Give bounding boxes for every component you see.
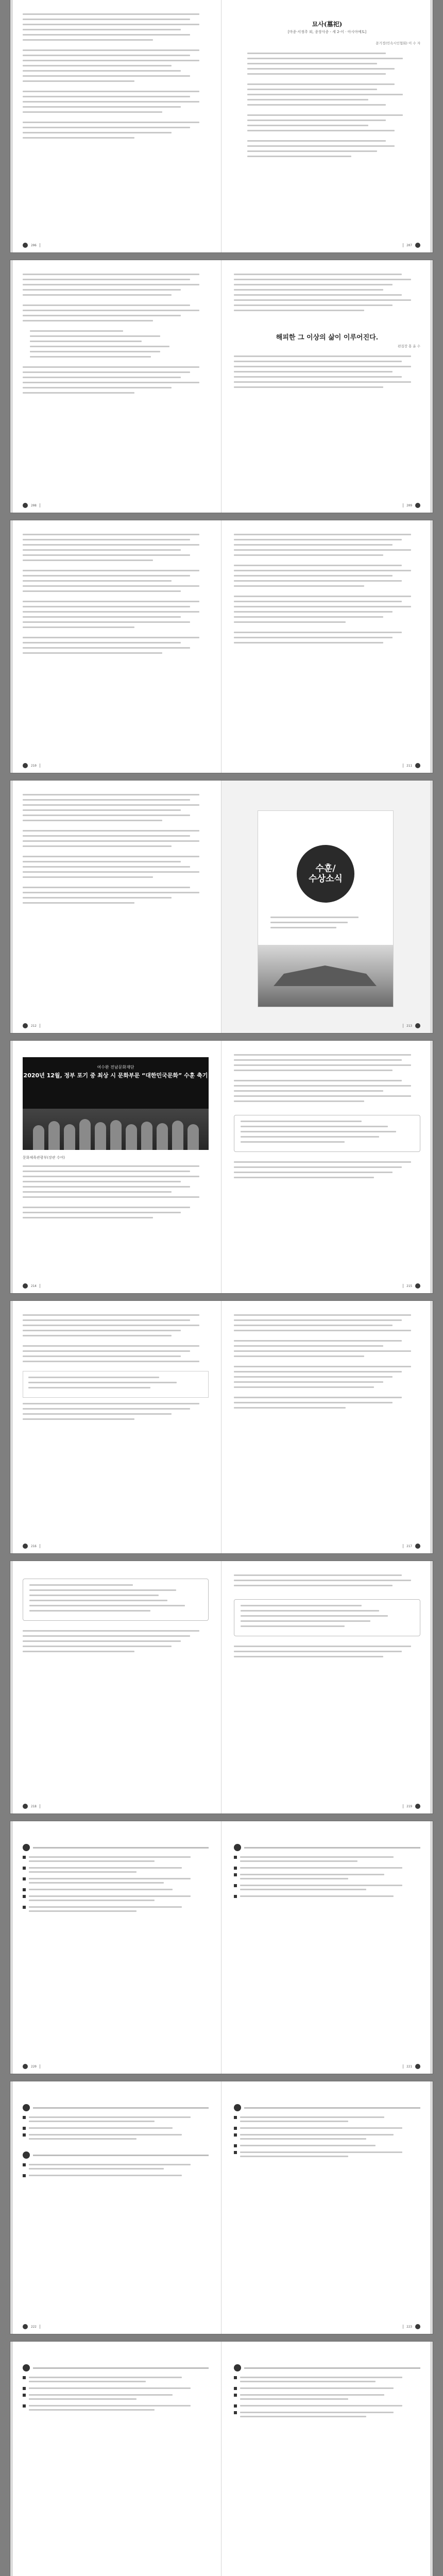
page-223 bbox=[222, 2081, 433, 2334]
page-number: 218 bbox=[23, 1804, 40, 1809]
gutter-bar bbox=[10, 781, 13, 1033]
page-208 bbox=[10, 260, 222, 513]
section-header bbox=[234, 1844, 420, 1851]
building-photo bbox=[258, 945, 393, 1007]
poem-subtitle: [마종·서정주 외, 종장사종 - 세 2-이 · 아시아예토] bbox=[287, 30, 367, 34]
org-logo-icon bbox=[23, 2064, 28, 2069]
bullet-icon bbox=[234, 1873, 237, 1876]
gutter-bar bbox=[430, 520, 433, 773]
org-logo-icon bbox=[23, 1023, 28, 1028]
bullet-icon bbox=[234, 2394, 237, 2397]
poem-author: 문기정(민속시인협회) 이 수 자 bbox=[376, 41, 420, 45]
gutter-bar bbox=[10, 1301, 13, 1553]
spread-7 bbox=[10, 1561, 433, 1814]
gutter-bar bbox=[430, 260, 433, 513]
bullet-icon bbox=[234, 2376, 237, 2379]
page-number: 222 bbox=[23, 2324, 40, 2329]
page-217 bbox=[222, 1301, 433, 1553]
page-number: 215 bbox=[403, 1283, 420, 1289]
org-logo-icon bbox=[23, 243, 28, 248]
bullet-icon bbox=[234, 2127, 237, 2130]
bullet-icon bbox=[234, 1884, 237, 1887]
page-number: 210 bbox=[23, 763, 40, 768]
section-bullet-icon bbox=[23, 2364, 30, 2371]
people-silhouettes bbox=[23, 1109, 209, 1150]
gutter-bar bbox=[430, 781, 433, 1033]
page-number: 211 bbox=[403, 763, 420, 768]
page-212 bbox=[10, 781, 222, 1033]
page-221 bbox=[222, 1821, 433, 2074]
bullet-icon bbox=[23, 1877, 26, 1880]
news-kicker: 여수완 전남문화재단 bbox=[97, 1065, 134, 1070]
page-219 bbox=[222, 1561, 433, 1814]
page-number: 212 bbox=[23, 1023, 40, 1028]
bullet-icon bbox=[234, 1895, 237, 1898]
page-number: 207 bbox=[403, 243, 420, 248]
gutter-bar bbox=[10, 2081, 13, 2334]
org-logo-icon bbox=[23, 1283, 28, 1289]
essay-title: 해피한 그 이상의 삶이 이루어진다. bbox=[276, 334, 379, 342]
bullet-icon bbox=[23, 2376, 26, 2379]
org-logo-icon bbox=[23, 763, 28, 768]
spread-8 bbox=[10, 1821, 433, 2074]
page-number: 208 bbox=[23, 503, 40, 508]
spread-9 bbox=[10, 2081, 433, 2334]
bullet-icon bbox=[234, 2151, 237, 2154]
bullet-icon bbox=[23, 2133, 26, 2137]
spread-1 bbox=[10, 0, 433, 252]
news-headline: 2020년 12월, 정부 포기 중 최상 시 문화부문 “대한민국문화” 수훈 축기 bbox=[23, 1072, 208, 1079]
notice-box bbox=[23, 1371, 209, 1398]
rounded-box bbox=[23, 1579, 209, 1621]
page-number: 220 bbox=[23, 2064, 40, 2069]
bullet-icon bbox=[23, 1856, 26, 1859]
gutter-bar bbox=[430, 2081, 433, 2334]
page-number: 221 bbox=[403, 2064, 420, 2069]
page-213 bbox=[222, 781, 433, 1033]
gutter-bar bbox=[430, 0, 433, 252]
gutter-bar bbox=[430, 1301, 433, 1553]
gutter-bar bbox=[10, 0, 13, 252]
org-logo-icon bbox=[415, 2064, 420, 2069]
poem-title: 묘사(墓祀) bbox=[312, 21, 343, 28]
rounded-box bbox=[234, 1599, 420, 1636]
org-logo-icon bbox=[23, 2324, 28, 2329]
section-bullet-icon bbox=[234, 1844, 241, 1851]
page-206 bbox=[10, 0, 222, 252]
page-225 bbox=[222, 2342, 433, 2576]
section-header bbox=[234, 2364, 420, 2371]
gutter-bar bbox=[430, 2342, 433, 2576]
org-logo-icon bbox=[415, 503, 420, 508]
page-number: 217 bbox=[403, 1544, 420, 1549]
bullet-icon bbox=[23, 1895, 26, 1898]
page-224 bbox=[10, 2342, 222, 2576]
section-bullet-icon bbox=[23, 2104, 30, 2111]
page-220 bbox=[10, 1821, 222, 2074]
gutter-bar bbox=[430, 1041, 433, 1293]
org-logo-icon bbox=[415, 1544, 420, 1549]
bullet-icon bbox=[23, 2394, 26, 2397]
section-title: 수훈/ bbox=[315, 863, 336, 874]
info-box bbox=[234, 1115, 420, 1152]
gutter-bar bbox=[430, 1821, 433, 2074]
org-logo-icon bbox=[415, 1804, 420, 1809]
section-header bbox=[23, 2151, 209, 2159]
bullet-icon bbox=[234, 2116, 237, 2119]
org-logo-icon bbox=[415, 243, 420, 248]
org-logo-icon bbox=[415, 2324, 420, 2329]
section-cover bbox=[258, 810, 394, 1007]
spread-6 bbox=[10, 1301, 433, 1553]
spread-3 bbox=[10, 520, 433, 773]
spread-2 bbox=[10, 260, 433, 513]
gutter-bar bbox=[10, 1041, 13, 1293]
gutter-bar bbox=[10, 260, 13, 513]
essay-author: 편집장 홍 윤 수 bbox=[398, 344, 420, 348]
page-210 bbox=[10, 520, 222, 773]
bullet-icon bbox=[23, 1888, 26, 1891]
org-logo-icon bbox=[23, 1804, 28, 1809]
org-logo-icon bbox=[23, 1544, 28, 1549]
bullet-icon bbox=[23, 1906, 26, 1909]
bullet-icon bbox=[23, 2163, 26, 2166]
bullet-icon bbox=[234, 2387, 237, 2390]
bullet-icon bbox=[23, 2174, 26, 2177]
bullet-icon bbox=[23, 2116, 26, 2119]
bullet-icon bbox=[234, 1856, 237, 1859]
photo-caption: 문화체육관광부(장관 수여) bbox=[23, 1156, 65, 1160]
section-bullet-icon bbox=[234, 2364, 241, 2371]
page-number: 223 bbox=[403, 2324, 420, 2329]
page-number: 209 bbox=[403, 503, 420, 508]
news-photo bbox=[23, 1057, 209, 1150]
page-211 bbox=[222, 520, 433, 773]
page-number: 213 bbox=[403, 1023, 420, 1028]
bullet-icon bbox=[234, 2133, 237, 2137]
spread-5 bbox=[10, 1041, 433, 1293]
page-number: 216 bbox=[23, 1544, 40, 1549]
org-logo-icon bbox=[23, 503, 28, 508]
org-logo-icon bbox=[415, 763, 420, 768]
gutter-bar bbox=[10, 1821, 13, 2074]
page-207 bbox=[222, 0, 433, 252]
section-bullet-icon bbox=[234, 2104, 241, 2111]
page-218 bbox=[10, 1561, 222, 1814]
gutter-bar bbox=[10, 1561, 13, 1814]
section-header bbox=[23, 1844, 209, 1851]
section-header bbox=[23, 2364, 209, 2371]
section-title-badge bbox=[297, 845, 354, 903]
page-209 bbox=[222, 260, 433, 513]
spread-4 bbox=[10, 781, 433, 1033]
page-215 bbox=[222, 1041, 433, 1293]
page-214 bbox=[10, 1041, 222, 1293]
bullet-icon bbox=[23, 1867, 26, 1870]
gutter-bar bbox=[430, 1561, 433, 1814]
bullet-icon bbox=[234, 2404, 237, 2408]
page-222 bbox=[10, 2081, 222, 2334]
page-number: 219 bbox=[403, 1804, 420, 1809]
org-logo-icon bbox=[415, 1283, 420, 1289]
spread-10 bbox=[10, 2342, 433, 2576]
gutter-bar bbox=[10, 520, 13, 773]
page-number: 206 bbox=[23, 243, 40, 248]
bullet-icon bbox=[234, 1867, 237, 1870]
section-bullet-icon bbox=[23, 1844, 30, 1851]
bullet-icon bbox=[23, 2404, 26, 2408]
bullet-icon bbox=[23, 2127, 26, 2130]
section-header bbox=[23, 2104, 209, 2111]
page-number: 214 bbox=[23, 1283, 40, 1289]
section-bullet-icon bbox=[23, 2151, 30, 2159]
gutter-bar bbox=[10, 2342, 13, 2576]
section-subtitle: 수상소식 bbox=[309, 874, 343, 884]
bullet-icon bbox=[234, 2144, 237, 2147]
bullet-icon bbox=[23, 2387, 26, 2390]
bullet-icon bbox=[234, 2411, 237, 2414]
section-header bbox=[234, 2104, 420, 2111]
page-216 bbox=[10, 1301, 222, 1553]
org-logo-icon bbox=[415, 1023, 420, 1028]
